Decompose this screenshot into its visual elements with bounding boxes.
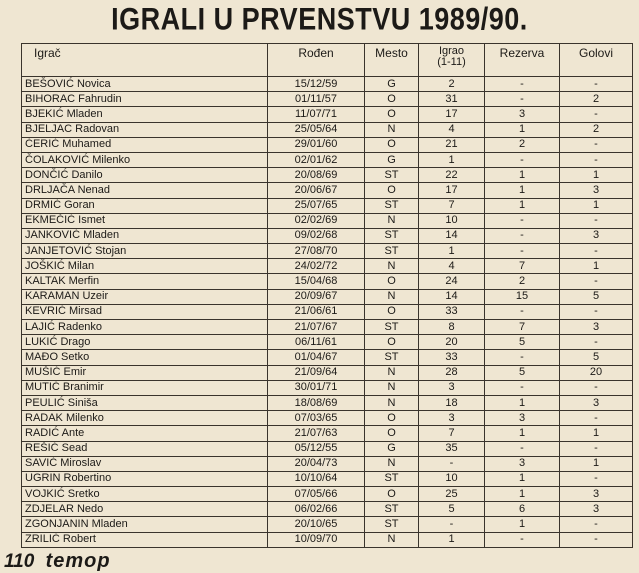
header-played-range: (1-11) xyxy=(437,56,466,68)
cell-player-name: ZRILIĆ Robert xyxy=(22,532,268,547)
table-row xyxy=(22,532,633,547)
cell-position: N xyxy=(365,395,419,410)
cell-player-name: LUKIĆ Drago xyxy=(22,335,268,350)
cell-position: G xyxy=(365,77,419,92)
cell-position: O xyxy=(365,137,419,152)
cell-position: G xyxy=(365,152,419,167)
cell-position: O xyxy=(365,183,419,198)
table-row xyxy=(22,365,633,380)
table-row xyxy=(22,228,633,243)
table-row xyxy=(22,107,633,122)
cell-position: N xyxy=(365,532,419,547)
cell-player-name: BIHORAC Fahrudin xyxy=(22,92,268,107)
cell-born: 27/08/70 xyxy=(268,244,365,259)
cell-position: ST xyxy=(365,471,419,486)
table-row xyxy=(22,244,633,259)
cell-position: ST xyxy=(365,168,419,183)
table-row xyxy=(22,380,633,395)
cell-player-name: ĆERIĆ Muhamed xyxy=(22,137,268,152)
cell-reserve: 1 xyxy=(485,487,560,502)
cell-born: 30/01/71 xyxy=(268,380,365,395)
table-row xyxy=(22,122,633,137)
cell-position: O xyxy=(365,92,419,107)
cell-position: G xyxy=(365,441,419,456)
cell-goals: - xyxy=(560,213,633,228)
cell-played: 7 xyxy=(419,426,485,441)
cell-position: ST xyxy=(365,228,419,243)
cell-position: N xyxy=(365,122,419,137)
table-row xyxy=(22,304,633,319)
cell-born: 02/02/69 xyxy=(268,213,365,228)
cell-reserve: 1 xyxy=(485,183,560,198)
cell-reserve: 2 xyxy=(485,137,560,152)
cell-goals: 2 xyxy=(560,122,633,137)
table-row xyxy=(22,456,633,471)
cell-born: 20/10/65 xyxy=(268,517,365,532)
cell-played: 3 xyxy=(419,380,485,395)
cell-born: 20/08/69 xyxy=(268,168,365,183)
table-row xyxy=(22,198,633,213)
table-row xyxy=(22,152,633,167)
cell-goals: 20 xyxy=(560,365,633,380)
cell-reserve: 6 xyxy=(485,502,560,517)
cell-played: 1 xyxy=(419,244,485,259)
cell-player-name: LAJIĆ Radenko xyxy=(22,320,268,335)
cell-reserve: 5 xyxy=(485,335,560,350)
cell-goals: 1 xyxy=(560,259,633,274)
cell-born: 07/05/66 xyxy=(268,487,365,502)
cell-born: 21/06/61 xyxy=(268,304,365,319)
cell-born: 09/02/68 xyxy=(268,228,365,243)
cell-played: 35 xyxy=(419,441,485,456)
cell-reserve: - xyxy=(485,350,560,365)
cell-player-name: DONČIĆ Danilo xyxy=(22,168,268,183)
cell-player-name: DRLJAČA Nenad xyxy=(22,183,268,198)
cell-player-name: PEULIĆ Siniša xyxy=(22,395,268,410)
cell-reserve: - xyxy=(485,304,560,319)
cell-player-name: JANKOVIĆ Mladen xyxy=(22,228,268,243)
cell-played: 33 xyxy=(419,350,485,365)
cell-born: 21/09/64 xyxy=(268,365,365,380)
table-header-row xyxy=(22,44,633,77)
cell-goals: 3 xyxy=(560,320,633,335)
cell-reserve: 5 xyxy=(485,365,560,380)
table-row xyxy=(22,335,633,350)
page-footer xyxy=(4,550,111,571)
cell-played: 5 xyxy=(419,502,485,517)
cell-player-name: DRMIĆ Goran xyxy=(22,198,268,213)
cell-reserve: - xyxy=(485,380,560,395)
cell-goals: 3 xyxy=(560,502,633,517)
table-row xyxy=(22,320,633,335)
cell-position: ST xyxy=(365,198,419,213)
cell-played: 17 xyxy=(419,107,485,122)
cell-goals: - xyxy=(560,441,633,456)
cell-born: 25/07/65 xyxy=(268,198,365,213)
cell-born: 29/01/60 xyxy=(268,137,365,152)
cell-position: N xyxy=(365,365,419,380)
header-born: Rođen xyxy=(268,44,365,77)
cell-goals: 5 xyxy=(560,350,633,365)
cell-player-name: REŠIĆ Sead xyxy=(22,441,268,456)
cell-position: N xyxy=(365,380,419,395)
cell-played: 7 xyxy=(419,198,485,213)
cell-player-name: VOJKIĆ Sretko xyxy=(22,487,268,502)
cell-reserve: - xyxy=(485,532,560,547)
cell-player-name: JOŠKIĆ Milan xyxy=(22,259,268,274)
table-row xyxy=(22,395,633,410)
cell-player-name: MUTIĆ Branimir xyxy=(22,380,268,395)
cell-reserve: 2 xyxy=(485,274,560,289)
cell-reserve: 3 xyxy=(485,411,560,426)
header-position: Mesto xyxy=(365,44,419,77)
cell-goals: 3 xyxy=(560,183,633,198)
cell-goals: - xyxy=(560,304,633,319)
cell-played: 4 xyxy=(419,122,485,137)
cell-reserve: - xyxy=(485,213,560,228)
header-player: Igrač xyxy=(22,44,268,77)
cell-played: 31 xyxy=(419,92,485,107)
cell-played: 18 xyxy=(419,395,485,410)
cell-player-name: MUŠIĆ Emir xyxy=(22,365,268,380)
cell-position: ST xyxy=(365,320,419,335)
cell-position: O xyxy=(365,107,419,122)
cell-born: 05/12/55 xyxy=(268,441,365,456)
cell-played: 14 xyxy=(419,228,485,243)
table-row xyxy=(22,168,633,183)
cell-born: 25/05/64 xyxy=(268,122,365,137)
cell-played: 10 xyxy=(419,213,485,228)
cell-goals: 1 xyxy=(560,198,633,213)
cell-born: 10/09/70 xyxy=(268,532,365,547)
cell-position: ST xyxy=(365,350,419,365)
cell-position: O xyxy=(365,304,419,319)
cell-reserve: - xyxy=(485,244,560,259)
cell-position: O xyxy=(365,274,419,289)
cell-goals: - xyxy=(560,77,633,92)
cell-position: O xyxy=(365,411,419,426)
cell-reserve: - xyxy=(485,77,560,92)
cell-reserve: 1 xyxy=(485,122,560,137)
cell-reserve: 1 xyxy=(485,517,560,532)
cell-played: 28 xyxy=(419,365,485,380)
cell-player-name: UGRIN Robertino xyxy=(22,471,268,486)
cell-goals: - xyxy=(560,274,633,289)
table-row xyxy=(22,259,633,274)
cell-born: 20/06/67 xyxy=(268,183,365,198)
cell-reserve: - xyxy=(485,228,560,243)
table-row xyxy=(22,183,633,198)
cell-played: 20 xyxy=(419,335,485,350)
cell-played: 8 xyxy=(419,320,485,335)
table-row xyxy=(22,441,633,456)
cell-goals: - xyxy=(560,411,633,426)
cell-position: N xyxy=(365,259,419,274)
cell-player-name: ČOLAKOVIĆ Milenko xyxy=(22,152,268,167)
cell-goals: 2 xyxy=(560,92,633,107)
cell-player-name: BJELJAC Radovan xyxy=(22,122,268,137)
cell-position: O xyxy=(365,426,419,441)
cell-played: 10 xyxy=(419,471,485,486)
cell-reserve: 1 xyxy=(485,395,560,410)
cell-player-name: RADIĆ Ante xyxy=(22,426,268,441)
cell-played: 25 xyxy=(419,487,485,502)
header-played-label: Igrao xyxy=(438,45,465,57)
cell-position: ST xyxy=(365,502,419,517)
table-row xyxy=(22,213,633,228)
cell-born: 10/10/64 xyxy=(268,471,365,486)
cell-reserve: - xyxy=(485,152,560,167)
cell-position: ST xyxy=(365,517,419,532)
table-row xyxy=(22,274,633,289)
cell-position: N xyxy=(365,289,419,304)
cell-played: 17 xyxy=(419,183,485,198)
table-row xyxy=(22,350,633,365)
cell-player-name: MAĐO Setko xyxy=(22,350,268,365)
cell-reserve: 15 xyxy=(485,289,560,304)
table-row xyxy=(22,92,633,107)
cell-reserve: 3 xyxy=(485,456,560,471)
cell-born: 11/07/71 xyxy=(268,107,365,122)
cell-player-name: ZDJELAR Nedo xyxy=(22,502,268,517)
cell-goals: - xyxy=(560,380,633,395)
cell-player-name: RADAK Milenko xyxy=(22,411,268,426)
cell-player-name: KEVRIĆ Mirsad xyxy=(22,304,268,319)
cell-position: ST xyxy=(365,244,419,259)
table-row xyxy=(22,289,633,304)
cell-played: 14 xyxy=(419,289,485,304)
cell-position: N xyxy=(365,213,419,228)
table-row xyxy=(22,426,633,441)
cell-born: 06/11/61 xyxy=(268,335,365,350)
cell-played: 4 xyxy=(419,259,485,274)
magazine-logo: temop xyxy=(45,550,111,572)
cell-born: 20/04/73 xyxy=(268,456,365,471)
table-row xyxy=(22,471,633,486)
table-row xyxy=(22,411,633,426)
cell-goals: 1 xyxy=(560,456,633,471)
cell-played: 24 xyxy=(419,274,485,289)
cell-goals: 3 xyxy=(560,228,633,243)
cell-goals: - xyxy=(560,471,633,486)
player-stats-table xyxy=(21,43,633,548)
cell-reserve: 3 xyxy=(485,107,560,122)
cell-goals: 1 xyxy=(560,168,633,183)
cell-player-name: ZGONJANIN Mladen xyxy=(22,517,268,532)
cell-player-name: KALTAK Merfin xyxy=(22,274,268,289)
cell-born: 21/07/67 xyxy=(268,320,365,335)
cell-reserve: 1 xyxy=(485,426,560,441)
cell-born: 15/12/59 xyxy=(268,77,365,92)
cell-goals: - xyxy=(560,152,633,167)
table-row xyxy=(22,502,633,517)
cell-reserve: 1 xyxy=(485,471,560,486)
header-goals: Golovi xyxy=(560,44,633,77)
cell-reserve: - xyxy=(485,92,560,107)
cell-born: 01/11/57 xyxy=(268,92,365,107)
cell-goals: - xyxy=(560,137,633,152)
cell-born: 06/02/66 xyxy=(268,502,365,517)
cell-played: 1 xyxy=(419,532,485,547)
cell-reserve: - xyxy=(485,441,560,456)
cell-player-name: JANJETOVIĆ Stojan xyxy=(22,244,268,259)
cell-born: 20/09/67 xyxy=(268,289,365,304)
cell-born: 24/02/72 xyxy=(268,259,365,274)
cell-played: 3 xyxy=(419,411,485,426)
cell-goals: - xyxy=(560,107,633,122)
cell-born: 15/04/68 xyxy=(268,274,365,289)
page-number: 110 xyxy=(4,551,35,572)
cell-reserve: 7 xyxy=(485,259,560,274)
table-row xyxy=(22,487,633,502)
table-row xyxy=(22,137,633,152)
header-played xyxy=(419,44,485,77)
cell-played: 21 xyxy=(419,137,485,152)
cell-goals: - xyxy=(560,335,633,350)
cell-goals: 3 xyxy=(560,487,633,502)
cell-born: 01/04/67 xyxy=(268,350,365,365)
cell-goals: - xyxy=(560,244,633,259)
cell-goals: 5 xyxy=(560,289,633,304)
cell-played: 22 xyxy=(419,168,485,183)
cell-played: 2 xyxy=(419,77,485,92)
cell-position: O xyxy=(365,335,419,350)
page-title: IGRALI U PRVENSTVU 1989/90. xyxy=(111,2,528,37)
cell-goals: 1 xyxy=(560,426,633,441)
cell-goals: - xyxy=(560,532,633,547)
cell-position: N xyxy=(365,456,419,471)
cell-player-name: EKMEČIĆ Ismet xyxy=(22,213,268,228)
cell-goals: 3 xyxy=(560,395,633,410)
cell-born: 21/07/63 xyxy=(268,426,365,441)
cell-born: 02/01/62 xyxy=(268,152,365,167)
cell-player-name: KARAMAN Uzeir xyxy=(22,289,268,304)
cell-played: - xyxy=(419,517,485,532)
table-row xyxy=(22,77,633,92)
cell-goals: - xyxy=(560,517,633,532)
cell-born: 07/03/65 xyxy=(268,411,365,426)
cell-reserve: 1 xyxy=(485,168,560,183)
cell-reserve: 7 xyxy=(485,320,560,335)
cell-player-name: BJEKIĆ Mladen xyxy=(22,107,268,122)
table-row xyxy=(22,517,633,532)
cell-position: O xyxy=(365,487,419,502)
cell-played: 1 xyxy=(419,152,485,167)
cell-born: 18/08/69 xyxy=(268,395,365,410)
cell-player-name: BEŠOVIĆ Novica xyxy=(22,77,268,92)
cell-played: - xyxy=(419,456,485,471)
cell-played: 33 xyxy=(419,304,485,319)
cell-reserve: 1 xyxy=(485,198,560,213)
cell-player-name: SAVIĆ Miroslav xyxy=(22,456,268,471)
header-reserve: Rezerva xyxy=(485,44,560,77)
